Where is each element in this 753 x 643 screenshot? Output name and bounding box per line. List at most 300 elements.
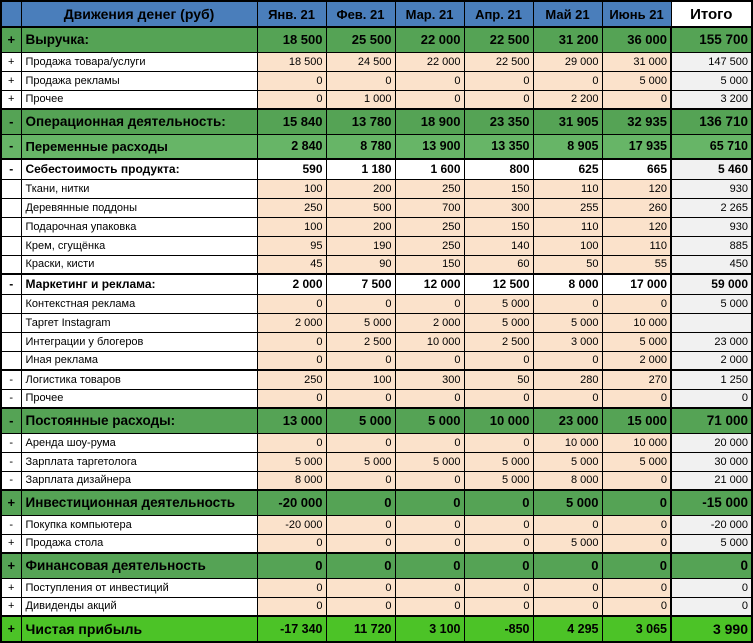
- cell-total[interactable]: 65 710: [671, 134, 752, 159]
- cell-value[interactable]: 260: [602, 198, 671, 217]
- cell-value[interactable]: 0: [326, 71, 395, 90]
- cell-value[interactable]: 3 100: [395, 616, 464, 642]
- cell-value[interactable]: 0: [464, 534, 533, 553]
- cell-value[interactable]: 0: [257, 332, 326, 351]
- cell-value[interactable]: 0: [395, 471, 464, 490]
- cell-total[interactable]: 5 000: [671, 71, 752, 90]
- cell-total[interactable]: 155 700: [671, 27, 752, 52]
- row-sign-cell[interactable]: -: [1, 370, 21, 389]
- cell-value[interactable]: 110: [533, 179, 602, 198]
- cell-value[interactable]: 0: [533, 578, 602, 597]
- row-label[interactable]: Подарочная упаковка: [21, 217, 257, 236]
- row-label[interactable]: Операционная деятельность:: [21, 109, 257, 134]
- cell-value[interactable]: 190: [326, 236, 395, 255]
- cell-value[interactable]: 100: [326, 370, 395, 389]
- cell-value[interactable]: 5 000: [533, 534, 602, 553]
- cell-value[interactable]: 0: [326, 389, 395, 408]
- cell-value[interactable]: 200: [326, 179, 395, 198]
- row-label[interactable]: Постоянные расходы:: [21, 408, 257, 433]
- table-row: [1, 198, 752, 217]
- cell-value[interactable]: 150: [464, 217, 533, 236]
- cell-value[interactable]: 110: [533, 217, 602, 236]
- column-header-label[interactable]: Движения денег (руб): [21, 1, 257, 27]
- row-sign-cell[interactable]: +: [1, 71, 21, 90]
- cell-value[interactable]: 300: [464, 198, 533, 217]
- column-header-month-3[interactable]: Апр. 21: [464, 1, 533, 27]
- cell-total[interactable]: -20 000: [671, 515, 752, 534]
- cell-value[interactable]: 0: [257, 597, 326, 616]
- row-sign-cell[interactable]: +: [1, 90, 21, 109]
- cell-value[interactable]: 0: [602, 515, 671, 534]
- cell-value[interactable]: 8 780: [326, 134, 395, 159]
- cell-value[interactable]: 15 000: [602, 408, 671, 433]
- cell-total[interactable]: 2 000: [671, 351, 752, 370]
- cell-value[interactable]: 10 000: [602, 433, 671, 452]
- row-label[interactable]: Продажа рекламы: [21, 71, 257, 90]
- cell-value[interactable]: 0: [533, 597, 602, 616]
- table-row: [1, 313, 752, 332]
- row-sign-cell[interactable]: +: [1, 490, 21, 515]
- cell-value[interactable]: 0: [257, 553, 326, 578]
- cell-value[interactable]: 31 905: [533, 109, 602, 134]
- row-sign-cell[interactable]: [1, 351, 21, 370]
- cell-value[interactable]: 250: [395, 217, 464, 236]
- table-row: [1, 408, 752, 433]
- row-sign-cell[interactable]: -: [1, 389, 21, 408]
- cell-value[interactable]: 2 000: [395, 313, 464, 332]
- cell-value[interactable]: 0: [464, 553, 533, 578]
- row-sign-cell[interactable]: -: [1, 408, 21, 433]
- row-label[interactable]: Прочее: [21, 90, 257, 109]
- cell-value[interactable]: 0: [326, 351, 395, 370]
- cell-value[interactable]: 0: [602, 578, 671, 597]
- table-row: [1, 515, 752, 534]
- cell-value[interactable]: 0: [395, 578, 464, 597]
- cell-value[interactable]: 0: [533, 351, 602, 370]
- row-label[interactable]: Маркетинг и реклама:: [21, 274, 257, 294]
- row-sign-cell[interactable]: -: [1, 159, 21, 179]
- cell-total[interactable]: 5 000: [671, 534, 752, 553]
- row-label[interactable]: Крем, сгущёнка: [21, 236, 257, 255]
- cell-total[interactable]: 30 000: [671, 452, 752, 471]
- cell-value[interactable]: 120: [602, 179, 671, 198]
- cell-value[interactable]: 10 000: [395, 332, 464, 351]
- row-label[interactable]: Зарплата таргетолога: [21, 452, 257, 471]
- cell-value[interactable]: 95: [257, 236, 326, 255]
- row-label[interactable]: Продажа стола: [21, 534, 257, 553]
- cell-total[interactable]: 20 000: [671, 433, 752, 452]
- cell-value[interactable]: 0: [326, 490, 395, 515]
- row-label[interactable]: Деревянные поддоны: [21, 198, 257, 217]
- cell-value[interactable]: 2 000: [257, 313, 326, 332]
- cell-value[interactable]: 100: [257, 179, 326, 198]
- cell-value[interactable]: -20 000: [257, 490, 326, 515]
- cell-value[interactable]: 22 500: [464, 27, 533, 52]
- row-label[interactable]: Зарплата дизайнера: [21, 471, 257, 490]
- row-label[interactable]: Иная реклама: [21, 351, 257, 370]
- header-corner-cell[interactable]: [1, 1, 21, 27]
- cell-value[interactable]: 8 000: [533, 471, 602, 490]
- cell-value[interactable]: 2 200: [533, 90, 602, 109]
- cell-value[interactable]: 0: [464, 597, 533, 616]
- cell-value[interactable]: 8 000: [257, 471, 326, 490]
- cell-value[interactable]: 0: [602, 389, 671, 408]
- table-row: [1, 274, 752, 294]
- cell-value[interactable]: 29 000: [533, 52, 602, 71]
- table-row: [1, 134, 752, 159]
- row-sign-cell[interactable]: +: [1, 616, 21, 642]
- cell-value[interactable]: 700: [395, 198, 464, 217]
- cell-value[interactable]: 5 000: [464, 313, 533, 332]
- cell-value[interactable]: 32 935: [602, 109, 671, 134]
- row-label[interactable]: Аренда шоу-рума: [21, 433, 257, 452]
- cell-total[interactable]: 147 500: [671, 52, 752, 71]
- cell-value[interactable]: 3 000: [533, 332, 602, 351]
- cell-value[interactable]: 120: [602, 217, 671, 236]
- cell-value[interactable]: 5 000: [533, 452, 602, 471]
- column-header-total[interactable]: Итого: [671, 1, 752, 27]
- cell-total[interactable]: 0: [671, 389, 752, 408]
- row-label[interactable]: Финансовая деятельность: [21, 553, 257, 578]
- cell-value[interactable]: 110: [602, 236, 671, 255]
- cell-value[interactable]: 0: [602, 294, 671, 313]
- column-header-month-2[interactable]: Мар. 21: [395, 1, 464, 27]
- cell-value[interactable]: 4 295: [533, 616, 602, 642]
- cell-value[interactable]: 12 500: [464, 274, 533, 294]
- cell-value[interactable]: 13 780: [326, 109, 395, 134]
- cell-value[interactable]: 625: [533, 159, 602, 179]
- row-label[interactable]: Выручка:: [21, 27, 257, 52]
- cell-value[interactable]: 24 500: [326, 52, 395, 71]
- row-sign-cell[interactable]: -: [1, 471, 21, 490]
- row-label[interactable]: Покупка компьютера: [21, 515, 257, 534]
- cell-value[interactable]: 0: [464, 90, 533, 109]
- row-sign-cell[interactable]: [1, 332, 21, 351]
- cell-value[interactable]: 0: [395, 515, 464, 534]
- cell-value[interactable]: 5 000: [464, 471, 533, 490]
- cell-total[interactable]: 450: [671, 255, 752, 274]
- cell-value[interactable]: 5 000: [326, 452, 395, 471]
- cell-value[interactable]: 3 065: [602, 616, 671, 642]
- cell-value[interactable]: 0: [257, 534, 326, 553]
- cell-value[interactable]: 0: [464, 490, 533, 515]
- cell-total[interactable]: 59 000: [671, 274, 752, 294]
- cell-value[interactable]: 13 000: [257, 408, 326, 433]
- cell-total[interactable]: 3 990: [671, 616, 752, 642]
- cell-value[interactable]: 0: [464, 433, 533, 452]
- cell-value[interactable]: 0: [464, 71, 533, 90]
- cell-value[interactable]: 590: [257, 159, 326, 179]
- cell-value[interactable]: 7 500: [326, 274, 395, 294]
- cell-value[interactable]: 0: [326, 578, 395, 597]
- row-label[interactable]: Краски, кисти: [21, 255, 257, 274]
- row-label[interactable]: Интеграции у блогеров: [21, 332, 257, 351]
- cell-value[interactable]: 0: [326, 471, 395, 490]
- row-label[interactable]: Ткани, нитки: [21, 179, 257, 198]
- cell-value[interactable]: 500: [326, 198, 395, 217]
- cell-value[interactable]: 31 200: [533, 27, 602, 52]
- cell-value[interactable]: 0: [257, 351, 326, 370]
- cell-value[interactable]: 2 840: [257, 134, 326, 159]
- cell-value[interactable]: 100: [533, 236, 602, 255]
- column-header-month-1[interactable]: Фев. 21: [326, 1, 395, 27]
- header-row: [1, 1, 752, 27]
- row-label[interactable]: Продажа товара/услуги: [21, 52, 257, 71]
- cell-value[interactable]: 250: [257, 198, 326, 217]
- row-label[interactable]: Поступления от инвестиций: [21, 578, 257, 597]
- row-sign-cell[interactable]: -: [1, 274, 21, 294]
- cell-value[interactable]: 0: [533, 294, 602, 313]
- cell-value[interactable]: 0: [602, 553, 671, 578]
- cell-value[interactable]: 22 000: [395, 27, 464, 52]
- cell-value[interactable]: 0: [257, 578, 326, 597]
- cell-value[interactable]: 5 000: [326, 313, 395, 332]
- column-header-month-4[interactable]: Май 21: [533, 1, 602, 27]
- cell-total[interactable]: 930: [671, 217, 752, 236]
- column-header-month-0[interactable]: Янв. 21: [257, 1, 326, 27]
- cell-total[interactable]: 0: [671, 597, 752, 616]
- cell-value[interactable]: 0: [257, 433, 326, 452]
- cell-value[interactable]: 8 000: [533, 274, 602, 294]
- cell-total[interactable]: 1 250: [671, 370, 752, 389]
- cell-total[interactable]: 136 710: [671, 109, 752, 134]
- cell-value[interactable]: 0: [326, 597, 395, 616]
- cell-value[interactable]: 5 000: [326, 408, 395, 433]
- cell-total[interactable]: 885: [671, 236, 752, 255]
- cell-value[interactable]: 0: [533, 71, 602, 90]
- cell-value[interactable]: 100: [257, 217, 326, 236]
- cell-total[interactable]: [671, 313, 752, 332]
- row-sign-cell[interactable]: [1, 198, 21, 217]
- cell-value[interactable]: 2 000: [257, 274, 326, 294]
- cell-value[interactable]: 0: [464, 389, 533, 408]
- cell-value[interactable]: 10 000: [533, 433, 602, 452]
- cell-value[interactable]: 0: [395, 553, 464, 578]
- cell-value[interactable]: 90: [326, 255, 395, 274]
- cell-value[interactable]: 23 000: [533, 408, 602, 433]
- cell-total[interactable]: 71 000: [671, 408, 752, 433]
- row-sign-cell[interactable]: -: [1, 134, 21, 159]
- cell-value[interactable]: 5 000: [533, 490, 602, 515]
- row-sign-cell[interactable]: -: [1, 515, 21, 534]
- table-row: [1, 534, 752, 553]
- cell-value[interactable]: 25 500: [326, 27, 395, 52]
- row-sign-cell[interactable]: +: [1, 578, 21, 597]
- cell-value[interactable]: 0: [602, 534, 671, 553]
- cell-value[interactable]: 0: [464, 578, 533, 597]
- cell-total[interactable]: 0: [671, 578, 752, 597]
- cell-value[interactable]: 12 000: [395, 274, 464, 294]
- cell-value[interactable]: 0: [395, 433, 464, 452]
- cell-value[interactable]: 665: [602, 159, 671, 179]
- cell-total[interactable]: 23 000: [671, 332, 752, 351]
- cell-value[interactable]: 0: [464, 515, 533, 534]
- table-row: [1, 90, 752, 109]
- row-sign-cell[interactable]: [1, 236, 21, 255]
- cell-value[interactable]: 0: [395, 534, 464, 553]
- row-label[interactable]: Логистика товаров: [21, 370, 257, 389]
- table-row: [1, 471, 752, 490]
- cell-value[interactable]: 1 600: [395, 159, 464, 179]
- cell-value[interactable]: 5 000: [602, 452, 671, 471]
- table-row: [1, 616, 752, 642]
- cell-value[interactable]: 0: [257, 294, 326, 313]
- cell-value[interactable]: 200: [326, 217, 395, 236]
- cell-value[interactable]: 0: [602, 90, 671, 109]
- row-sign-cell[interactable]: -: [1, 109, 21, 134]
- cell-value[interactable]: 18 500: [257, 27, 326, 52]
- cell-value[interactable]: 140: [464, 236, 533, 255]
- cell-total[interactable]: -15 000: [671, 490, 752, 515]
- cell-value[interactable]: 0: [602, 471, 671, 490]
- cell-value[interactable]: 18 500: [257, 52, 326, 71]
- cell-value[interactable]: 0: [395, 490, 464, 515]
- cell-value[interactable]: 2 000: [602, 351, 671, 370]
- cell-value[interactable]: 60: [464, 255, 533, 274]
- cell-value[interactable]: 22 500: [464, 52, 533, 71]
- cell-value[interactable]: 0: [395, 71, 464, 90]
- cell-value[interactable]: 10 000: [602, 313, 671, 332]
- column-header-month-5[interactable]: Июнь 21: [602, 1, 671, 27]
- cell-total[interactable]: 5 000: [671, 294, 752, 313]
- cell-value[interactable]: 250: [395, 236, 464, 255]
- cell-value[interactable]: 5 000: [602, 71, 671, 90]
- row-label[interactable]: Дивиденды акций: [21, 597, 257, 616]
- cell-value[interactable]: 2 500: [464, 332, 533, 351]
- cell-value[interactable]: 11 720: [326, 616, 395, 642]
- cell-value[interactable]: 0: [326, 553, 395, 578]
- cell-value[interactable]: 0: [533, 389, 602, 408]
- cell-value[interactable]: 5 000: [257, 452, 326, 471]
- cell-value[interactable]: 5 000: [533, 313, 602, 332]
- cell-value[interactable]: 0: [326, 294, 395, 313]
- cell-value[interactable]: 0: [257, 90, 326, 109]
- cell-value[interactable]: 270: [602, 370, 671, 389]
- table-row: [1, 351, 752, 370]
- row-label[interactable]: Таргет Instagram: [21, 313, 257, 332]
- cell-value[interactable]: 5 000: [602, 332, 671, 351]
- cell-total[interactable]: 2 265: [671, 198, 752, 217]
- row-label[interactable]: Прочее: [21, 389, 257, 408]
- row-sign-cell[interactable]: +: [1, 553, 21, 578]
- cell-value[interactable]: 45: [257, 255, 326, 274]
- table-row: [1, 255, 752, 274]
- cell-value[interactable]: 250: [257, 370, 326, 389]
- cell-value[interactable]: 0: [326, 433, 395, 452]
- row-sign-cell[interactable]: -: [1, 433, 21, 452]
- row-sign-cell[interactable]: +: [1, 534, 21, 553]
- cell-value[interactable]: 1 000: [326, 90, 395, 109]
- cell-value[interactable]: 255: [533, 198, 602, 217]
- cell-value[interactable]: 15 840: [257, 109, 326, 134]
- cell-value[interactable]: 0: [533, 515, 602, 534]
- cell-value[interactable]: 0: [602, 597, 671, 616]
- cell-value[interactable]: 280: [533, 370, 602, 389]
- cell-value[interactable]: -20 000: [257, 515, 326, 534]
- cell-value[interactable]: 22 000: [395, 52, 464, 71]
- cell-value[interactable]: 300: [395, 370, 464, 389]
- table-row: [1, 578, 752, 597]
- cell-total[interactable]: 0: [671, 553, 752, 578]
- cell-value[interactable]: 0: [395, 294, 464, 313]
- cell-value[interactable]: 150: [464, 179, 533, 198]
- cell-value[interactable]: 18 900: [395, 109, 464, 134]
- cell-value[interactable]: -850: [464, 616, 533, 642]
- row-sign-cell[interactable]: +: [1, 27, 21, 52]
- row-sign-cell[interactable]: [1, 313, 21, 332]
- cell-total[interactable]: 3 200: [671, 90, 752, 109]
- cell-total[interactable]: 21 000: [671, 471, 752, 490]
- table-row: [1, 27, 752, 52]
- cell-value[interactable]: 13 350: [464, 134, 533, 159]
- cell-value[interactable]: 5 000: [464, 294, 533, 313]
- cell-value[interactable]: 0: [257, 71, 326, 90]
- row-sign-cell[interactable]: [1, 179, 21, 198]
- cell-value[interactable]: 50: [464, 370, 533, 389]
- cell-value[interactable]: 0: [533, 553, 602, 578]
- cell-value[interactable]: 36 000: [602, 27, 671, 52]
- cell-value[interactable]: 1 180: [326, 159, 395, 179]
- cell-value[interactable]: 0: [395, 90, 464, 109]
- cell-value[interactable]: 0: [257, 389, 326, 408]
- cell-value[interactable]: 17 000: [602, 274, 671, 294]
- cell-value[interactable]: 5 000: [395, 408, 464, 433]
- cell-value[interactable]: 31 000: [602, 52, 671, 71]
- table-row: [1, 452, 752, 471]
- row-label[interactable]: Переменные расходы: [21, 134, 257, 159]
- cell-value[interactable]: 0: [395, 389, 464, 408]
- table-row: [1, 490, 752, 515]
- row-sign-cell[interactable]: -: [1, 452, 21, 471]
- cell-total[interactable]: 5 460: [671, 159, 752, 179]
- cell-value[interactable]: 5 000: [464, 452, 533, 471]
- table-row: [1, 52, 752, 71]
- cell-value[interactable]: 5 000: [395, 452, 464, 471]
- row-sign-cell[interactable]: [1, 217, 21, 236]
- row-sign-cell[interactable]: +: [1, 597, 21, 616]
- cell-value[interactable]: 8 905: [533, 134, 602, 159]
- row-sign-cell[interactable]: [1, 294, 21, 313]
- cell-value[interactable]: 0: [395, 351, 464, 370]
- row-sign-cell[interactable]: +: [1, 52, 21, 71]
- cell-total[interactable]: 930: [671, 179, 752, 198]
- cell-value[interactable]: 150: [395, 255, 464, 274]
- cell-value[interactable]: 55: [602, 255, 671, 274]
- cell-value[interactable]: 250: [395, 179, 464, 198]
- row-label[interactable]: Чистая прибыль: [21, 616, 257, 642]
- table-row: [1, 294, 752, 313]
- cell-value[interactable]: 17 935: [602, 134, 671, 159]
- cell-value[interactable]: 50: [533, 255, 602, 274]
- cell-value[interactable]: 13 900: [395, 134, 464, 159]
- cell-value[interactable]: 10 000: [464, 408, 533, 433]
- cell-value[interactable]: 800: [464, 159, 533, 179]
- cell-value[interactable]: 0: [326, 534, 395, 553]
- cell-value[interactable]: 2 500: [326, 332, 395, 351]
- row-label[interactable]: Себестоимость продукта:: [21, 159, 257, 179]
- cell-value[interactable]: 0: [395, 597, 464, 616]
- cell-value[interactable]: 23 350: [464, 109, 533, 134]
- cell-value[interactable]: 0: [326, 515, 395, 534]
- row-label[interactable]: Контекстная реклама: [21, 294, 257, 313]
- table-row: [1, 71, 752, 90]
- table-row: [1, 553, 752, 578]
- cell-value[interactable]: 0: [464, 351, 533, 370]
- row-label[interactable]: Инвестиционная деятельность: [21, 490, 257, 515]
- cell-value[interactable]: 0: [602, 490, 671, 515]
- cell-value[interactable]: -17 340: [257, 616, 326, 642]
- row-sign-cell[interactable]: [1, 255, 21, 274]
